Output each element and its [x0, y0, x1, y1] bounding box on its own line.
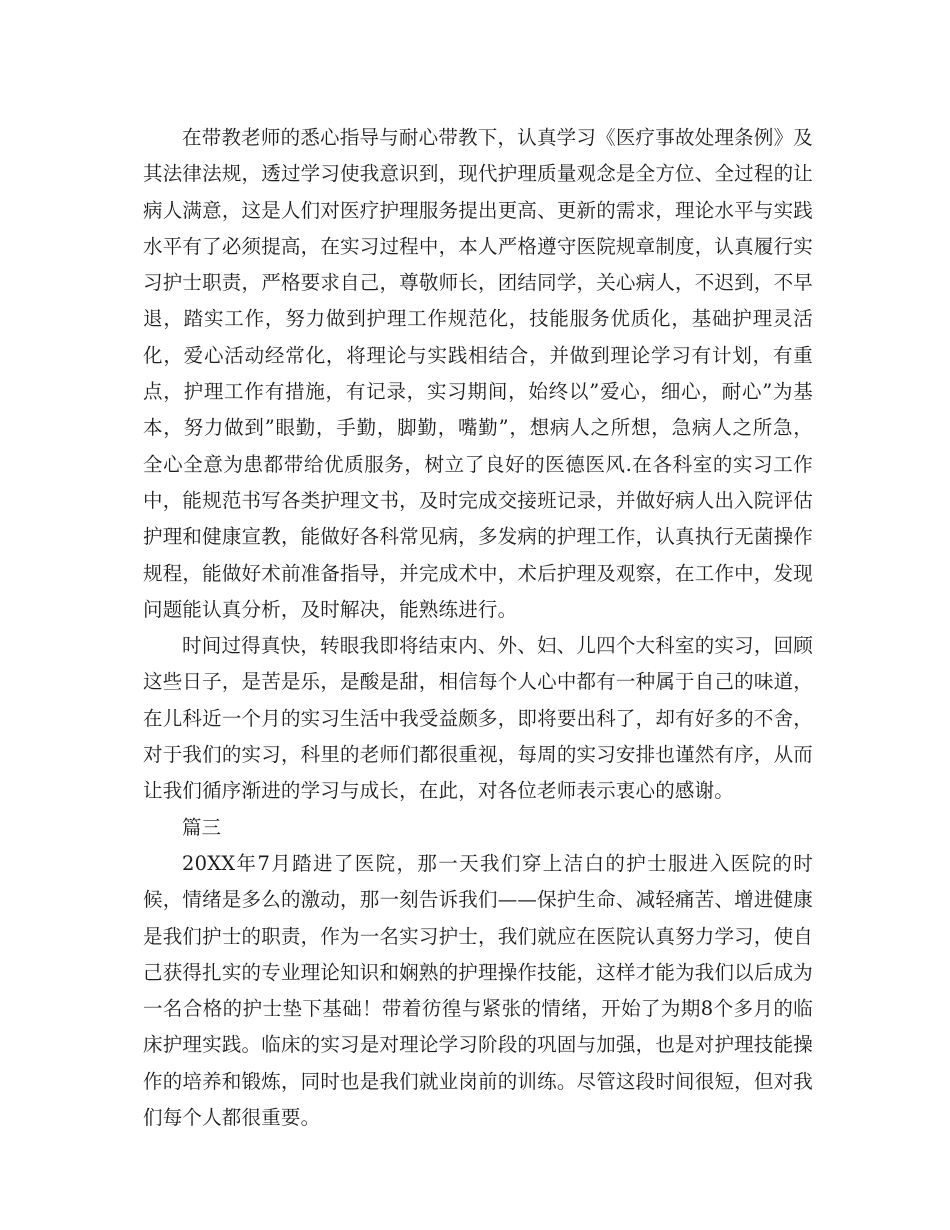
paragraph-teaching-guidance: 在带教老师的悉心指导与耐心带教下，认真学习《医疗事故处理条例》及其法律法规，透过学习使我意识到，现代护理质量观念是全方位、全过程的让病人满意，这是人们对医疗护理服务提出更高、更新的需求，理论水平与实践水平有了必须提高，在实习过程中，本人严格遵守医院规章制度，认真履行实习护士职责，严格要求自己，尊敬师长，团结同学，关心病人，不迟到，不早退，踏实工作，努力做到护理工作规范化，技能服务优质化，基础护理灵活化，爱心活动经常化，将理论与实践相结合，并做到理论学习有计划，有重点，护理工作有措施，有记录，实习期间，始终以”爱心，细心，耐心”为基本，努力做到”眼勤，手勤，脚勤，嘴勤”，想病人之所想，急病人之所急，全心全意为患都带给优质服务，树立了良好的医德医风.在各科室的实习工作中，能规范书写各类护理文书，及时完成交接班记录，并做好病人出入院评估护理和健康宣教，能做好各科常见病，多发病的护理工作，认真执行无菌操作规程，能做好术前准备指导，并完成术中，术后护理及观察，在工作中，发现问题能认真分析，及时解决，能熟练进行。 [143, 126, 813, 621]
section-title: 篇三 [182, 815, 222, 839]
paragraph-time-passes: 时间过得真快，转眼我即将结束内、外、妇、儿四个大科室的实习，回顾这些日子，是苦是乐，是酸是甜，相信每个人心中都有一种属于自己的味道，在儿科近一个月的实习生活中我受益颇多，即将要出科了，却有好多的不舍，对于我们的实习，科里的老师们都很重视，每周的实习安排也谨然有序，从而让我们循序渐进的学习与成长，在此，对各位老师表示衷心的感谢。 [143, 634, 813, 803]
paragraph-entering-hospital: 20XX年7月踏进了医院，那一天我们穿上洁白的护士服进入医院的时候，情绪是多么的激动，那一刻告诉我们——保护生命、减轻痛苦、增进健康是我们护士的职责，作为一名实习护士，我们就应在医院认真努力学习，使自己获得扎实的专业理论知识和娴熟的护理操作技能，这样才能为我们以后成为一名合格的护士垫下基础！带着彷徨与紧张的情绪，开始了为期8个多月的临床护理实践。临床的实习是对理论学习阶段的巩固与加强，也是对护理技能操作的培养和锻炼，同时也是我们就业岗前的训练。尽管这段时间很短，但对我们每个人都很重要。 [143, 851, 813, 1130]
document-body [143, 120, 813, 1136]
